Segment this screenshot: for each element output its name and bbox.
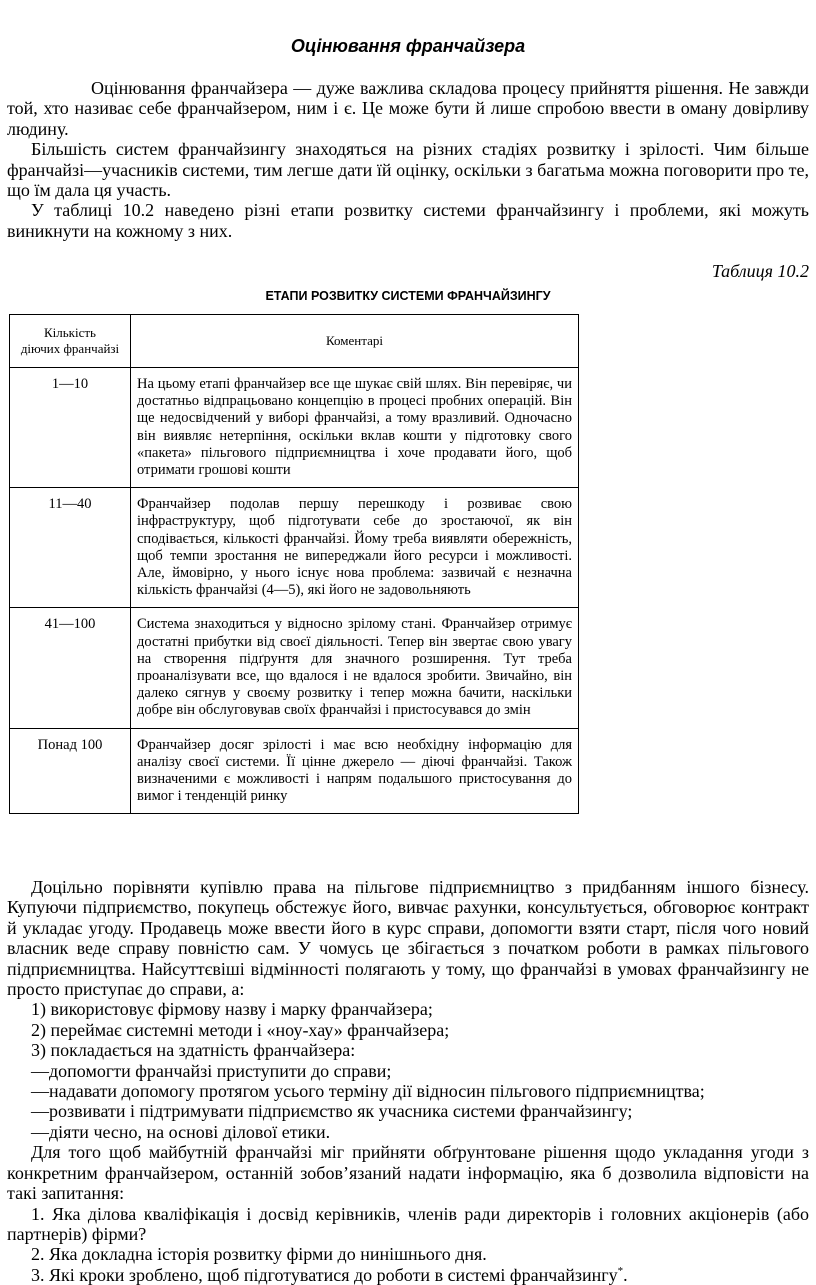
stages-table xyxy=(9,314,579,814)
intro-text xyxy=(7,78,809,241)
table-row xyxy=(10,488,579,608)
table-row xyxy=(10,728,579,814)
page-title: Оцінювання франчайзера xyxy=(290,36,526,56)
list-item: 3) покладається на здатність франчайзера: xyxy=(31,1040,356,1061)
table-row xyxy=(10,368,579,488)
dash-item: —надавати допомогу протягом усього терміну дії відносин пільгового підприємництва; xyxy=(31,1081,705,1102)
table-header-row xyxy=(10,315,579,368)
question-item: 2. Яка докладна історія розвитку фірми до нинішнього дня. xyxy=(31,1244,487,1265)
row-count: 41—100 xyxy=(10,608,131,728)
header-count-line2: діючих франчайзі xyxy=(20,341,120,356)
question-text: 3. Які кроки зроблено, щоб підготуватися до роботи в системі франчайзингу xyxy=(31,1264,618,1285)
header-count xyxy=(10,315,131,368)
intro-paragraph: У таблиці 10.2 наведено різні етапи розвитку системи франчайзингу і проблеми, які можуть виникнути на кожному з них. xyxy=(7,200,809,241)
list-item: 2) переймає системні методи і «ноу-хау» франчайзера; xyxy=(31,1019,450,1040)
row-count: 1—10 xyxy=(10,368,131,488)
row-comment: Система знаходиться у відносно зрілому стані. Франчайзер отримує достатні прибутки від своєї діяльності. Тепер він звертає свою увагу на створення підґрунтя для значного розширення. Тут треба проаналізувати все, що вдалося і не вдалося зробити. Звичайно, він далеко сягнув у своєму розвитку і тепер можна бачити, наскільки добре він обслуговував своїх франчайзі і пристосувався до змін xyxy=(131,608,579,728)
after-table-text xyxy=(7,877,809,1285)
row-comment: На цьому етапі франчайзер все ще шукає свій шлях. Він перевіряє, чи достатньо відпрацьовано концепцію в процесі пробних операцій. Він ще недосвідчений у виборі франчайзі, а тому вразливий. Одночасно він виявляє нетерпіння, оскільки вклав кошти у підготовку свого «пакета» пільгового підприємництва і хоче продавати його, щоб отримати грошові кошти xyxy=(131,368,579,488)
row-count: Понад 100 xyxy=(10,728,131,814)
table-title: ЕТАПИ РОЗВИТКУ СИСТЕМИ ФРАНЧАЙЗИНГУ xyxy=(265,289,551,303)
table-row xyxy=(10,608,579,728)
footnote-mark: * xyxy=(617,1264,624,1277)
intro-paragraph: Оцінювання франчайзера — дуже важлива складова процесу прийняття рішення. Не завжди той, хто називає себе франчайзером, ним і є. Це може бути й лише спробою ввести в оману довірливу людину. xyxy=(7,78,809,139)
row-comment: Франчайзер досяг зрілості і має всю необхідну інформацію для аналізу своєї системи. Її цінне джерело — діючі франчайзі. Також визначеними є можливості і напрям подальшого пристосування до вимог і тенденцій ринку xyxy=(131,728,579,814)
question-item: 1. Яка ділова кваліфікація і досвід керівників, членів ради директорів і головних акціонерів (або партнерів) фірми? xyxy=(7,1203,809,1244)
question-period: . xyxy=(623,1264,628,1285)
intro-paragraph: Більшість систем франчайзингу знаходяться на різних стадіях розвитку і зрілості. Чим більше франчайзі—учасників системи, тим легше дати їй оцінку, оскільки з багатьма можна поговорити про те, що їм дала ця участь. xyxy=(7,139,809,201)
dash-item: —допомогти франчайзі приступити до справи; xyxy=(31,1060,392,1081)
body-paragraph: Для того щоб майбутній франчайзі міг прийняти обґрунтоване рішення щодо укладання угоди з конкретним франчайзером, останній зобов’язаний надати інформацію, яка б дозволила відповісти на такі запитання: xyxy=(7,1142,809,1204)
dash-item: —розвивати і підтримувати підприємство як учасника системи франчайзингу; xyxy=(31,1101,633,1122)
question-item xyxy=(7,1265,809,1285)
dash-item: —діяти чесно, на основі ділової етики. xyxy=(31,1121,331,1142)
header-comment: Коментарі xyxy=(131,315,579,368)
body-paragraph: Доцільно порівняти купівлю права на пільгове підприємництво з придбанням іншого бізнесу. Купуючи підприємство, покупець обстежує його, вивчає рахунки, консультується, обговорює контракт й укладає угоду. Продавець може ввести його в курс справи, допомогти взяти старт, після чого новий власник веде справу повністю сам. У чомусь це збігається з початком роботи в рамках пільгового підприємництва. Найсуттєвіші відмінності полягають у тому, що франчайзі в умовах франчайзингу не просто приступає до справи, а: xyxy=(7,877,809,1000)
header-count-line1: Кількість xyxy=(43,325,96,340)
list-item: 1) використовує фірмову назву і марку франчайзера; xyxy=(31,999,433,1020)
table-label: Таблиця 10.2 xyxy=(711,261,809,281)
row-comment: Франчайзер подолав першу перешкоду і розвиває свою інфраструктуру, щоб підготувати себе до зростаючої, як він сподівається, кількості франчайзі. Йому треба виявляти обережність, щоб темпи зростання не випереджали його ресурси і можливості. Але, ймовірно, у нього існує нова проблема: зазвичай є незначна кількість франчайзі (4—5), які його не задовольняють xyxy=(131,488,579,608)
row-count: 11—40 xyxy=(10,488,131,608)
